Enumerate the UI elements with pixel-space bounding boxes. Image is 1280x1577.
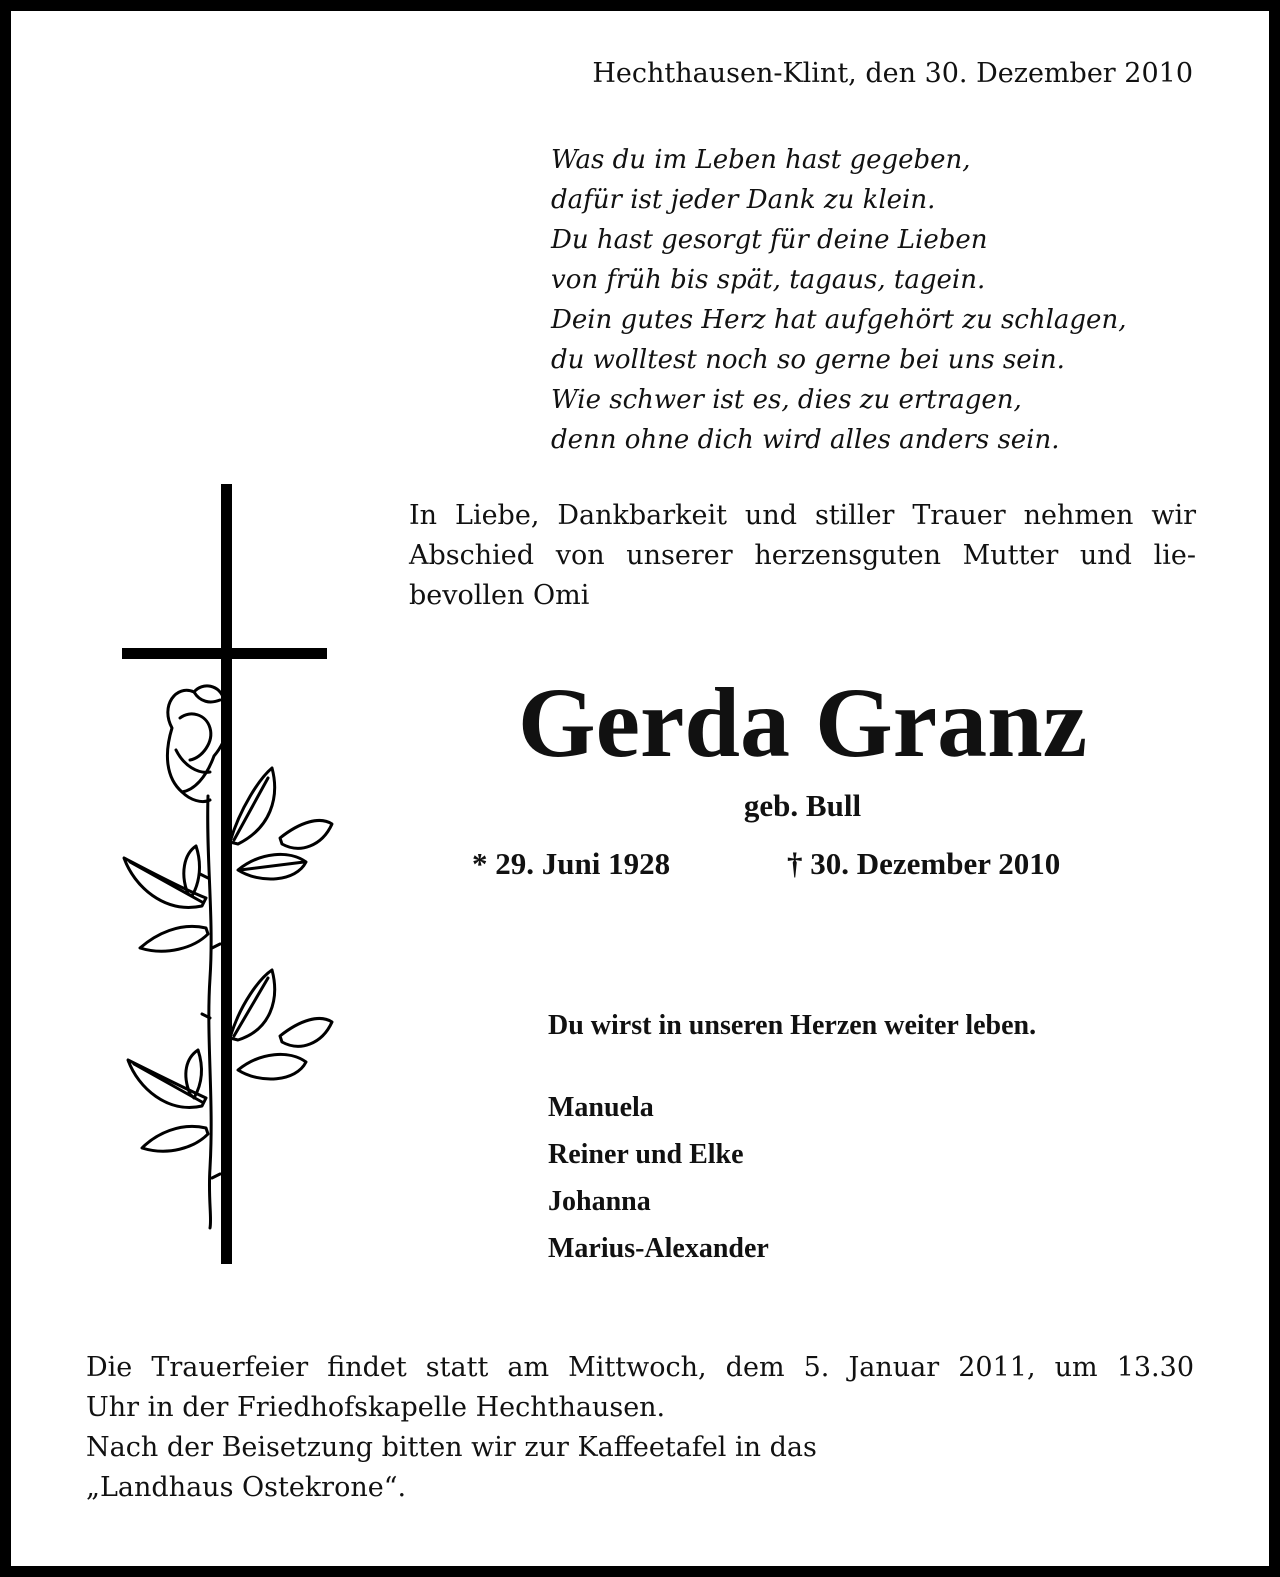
service-info xyxy=(86,1348,1194,1508)
farewell-text xyxy=(409,496,1196,616)
motto: Du wirst in unseren Herzen weiter leben. xyxy=(548,1010,1037,1041)
maiden-name: geb. Bull xyxy=(743,788,862,823)
service-line: Nach der Beisetzung bitten wir zur Kaffeetafel in das xyxy=(86,1432,817,1463)
poem-line: denn ohne dich wird alles anders sein. xyxy=(551,425,1060,455)
death-date: † 30. Dezember 2010 xyxy=(787,846,1061,881)
farewell-line: Abschied von unserer herzensguten Mutter und lie- xyxy=(409,540,1196,571)
poem-line: Du hast gesorgt für deine Lieben xyxy=(551,225,988,255)
poem-line: dafür ist jeder Dank zu klein. xyxy=(551,185,936,215)
cross-with-rose-icon xyxy=(110,478,350,1270)
service-line: Uhr in der Friedhofskapelle Hechthausen. xyxy=(86,1392,666,1423)
mourner: Reiner und Elke xyxy=(548,1139,744,1170)
place-date: Hechthausen-Klint, den 30. Dezember 2010 xyxy=(592,58,1193,89)
poem-line: von früh bis spät, tagaus, tagein. xyxy=(551,265,986,295)
farewell-line: In Liebe, Dankbarkeit und stiller Trauer nehmen wir xyxy=(409,500,1196,531)
poem-line: Wie schwer ist es, dies zu ertragen, xyxy=(551,385,1022,415)
farewell-line: bevollen Omi xyxy=(409,580,590,611)
service-line: Die Trauerfeier findet statt am Mittwoch, dem 5. Januar 2011, um 13.30 xyxy=(86,1352,1194,1383)
poem xyxy=(551,140,1191,460)
mourner: Marius-Alexander xyxy=(548,1233,769,1264)
mourner: Johanna xyxy=(548,1186,651,1217)
service-line: „Landhaus Ostekrone“. xyxy=(86,1472,407,1503)
poem-line: Was du im Leben hast gegeben, xyxy=(551,145,971,175)
poem-line: du wolltest noch so gerne bei uns sein. xyxy=(551,345,1065,375)
mourners-list xyxy=(548,1088,769,1276)
birth-date: * 29. Juni 1928 xyxy=(472,846,671,881)
poem-line: Dein gutes Herz hat aufgehört zu schlagen, xyxy=(551,305,1127,335)
mourner: Manuela xyxy=(548,1092,654,1123)
deceased-name: Gerda Granz xyxy=(517,667,1088,778)
